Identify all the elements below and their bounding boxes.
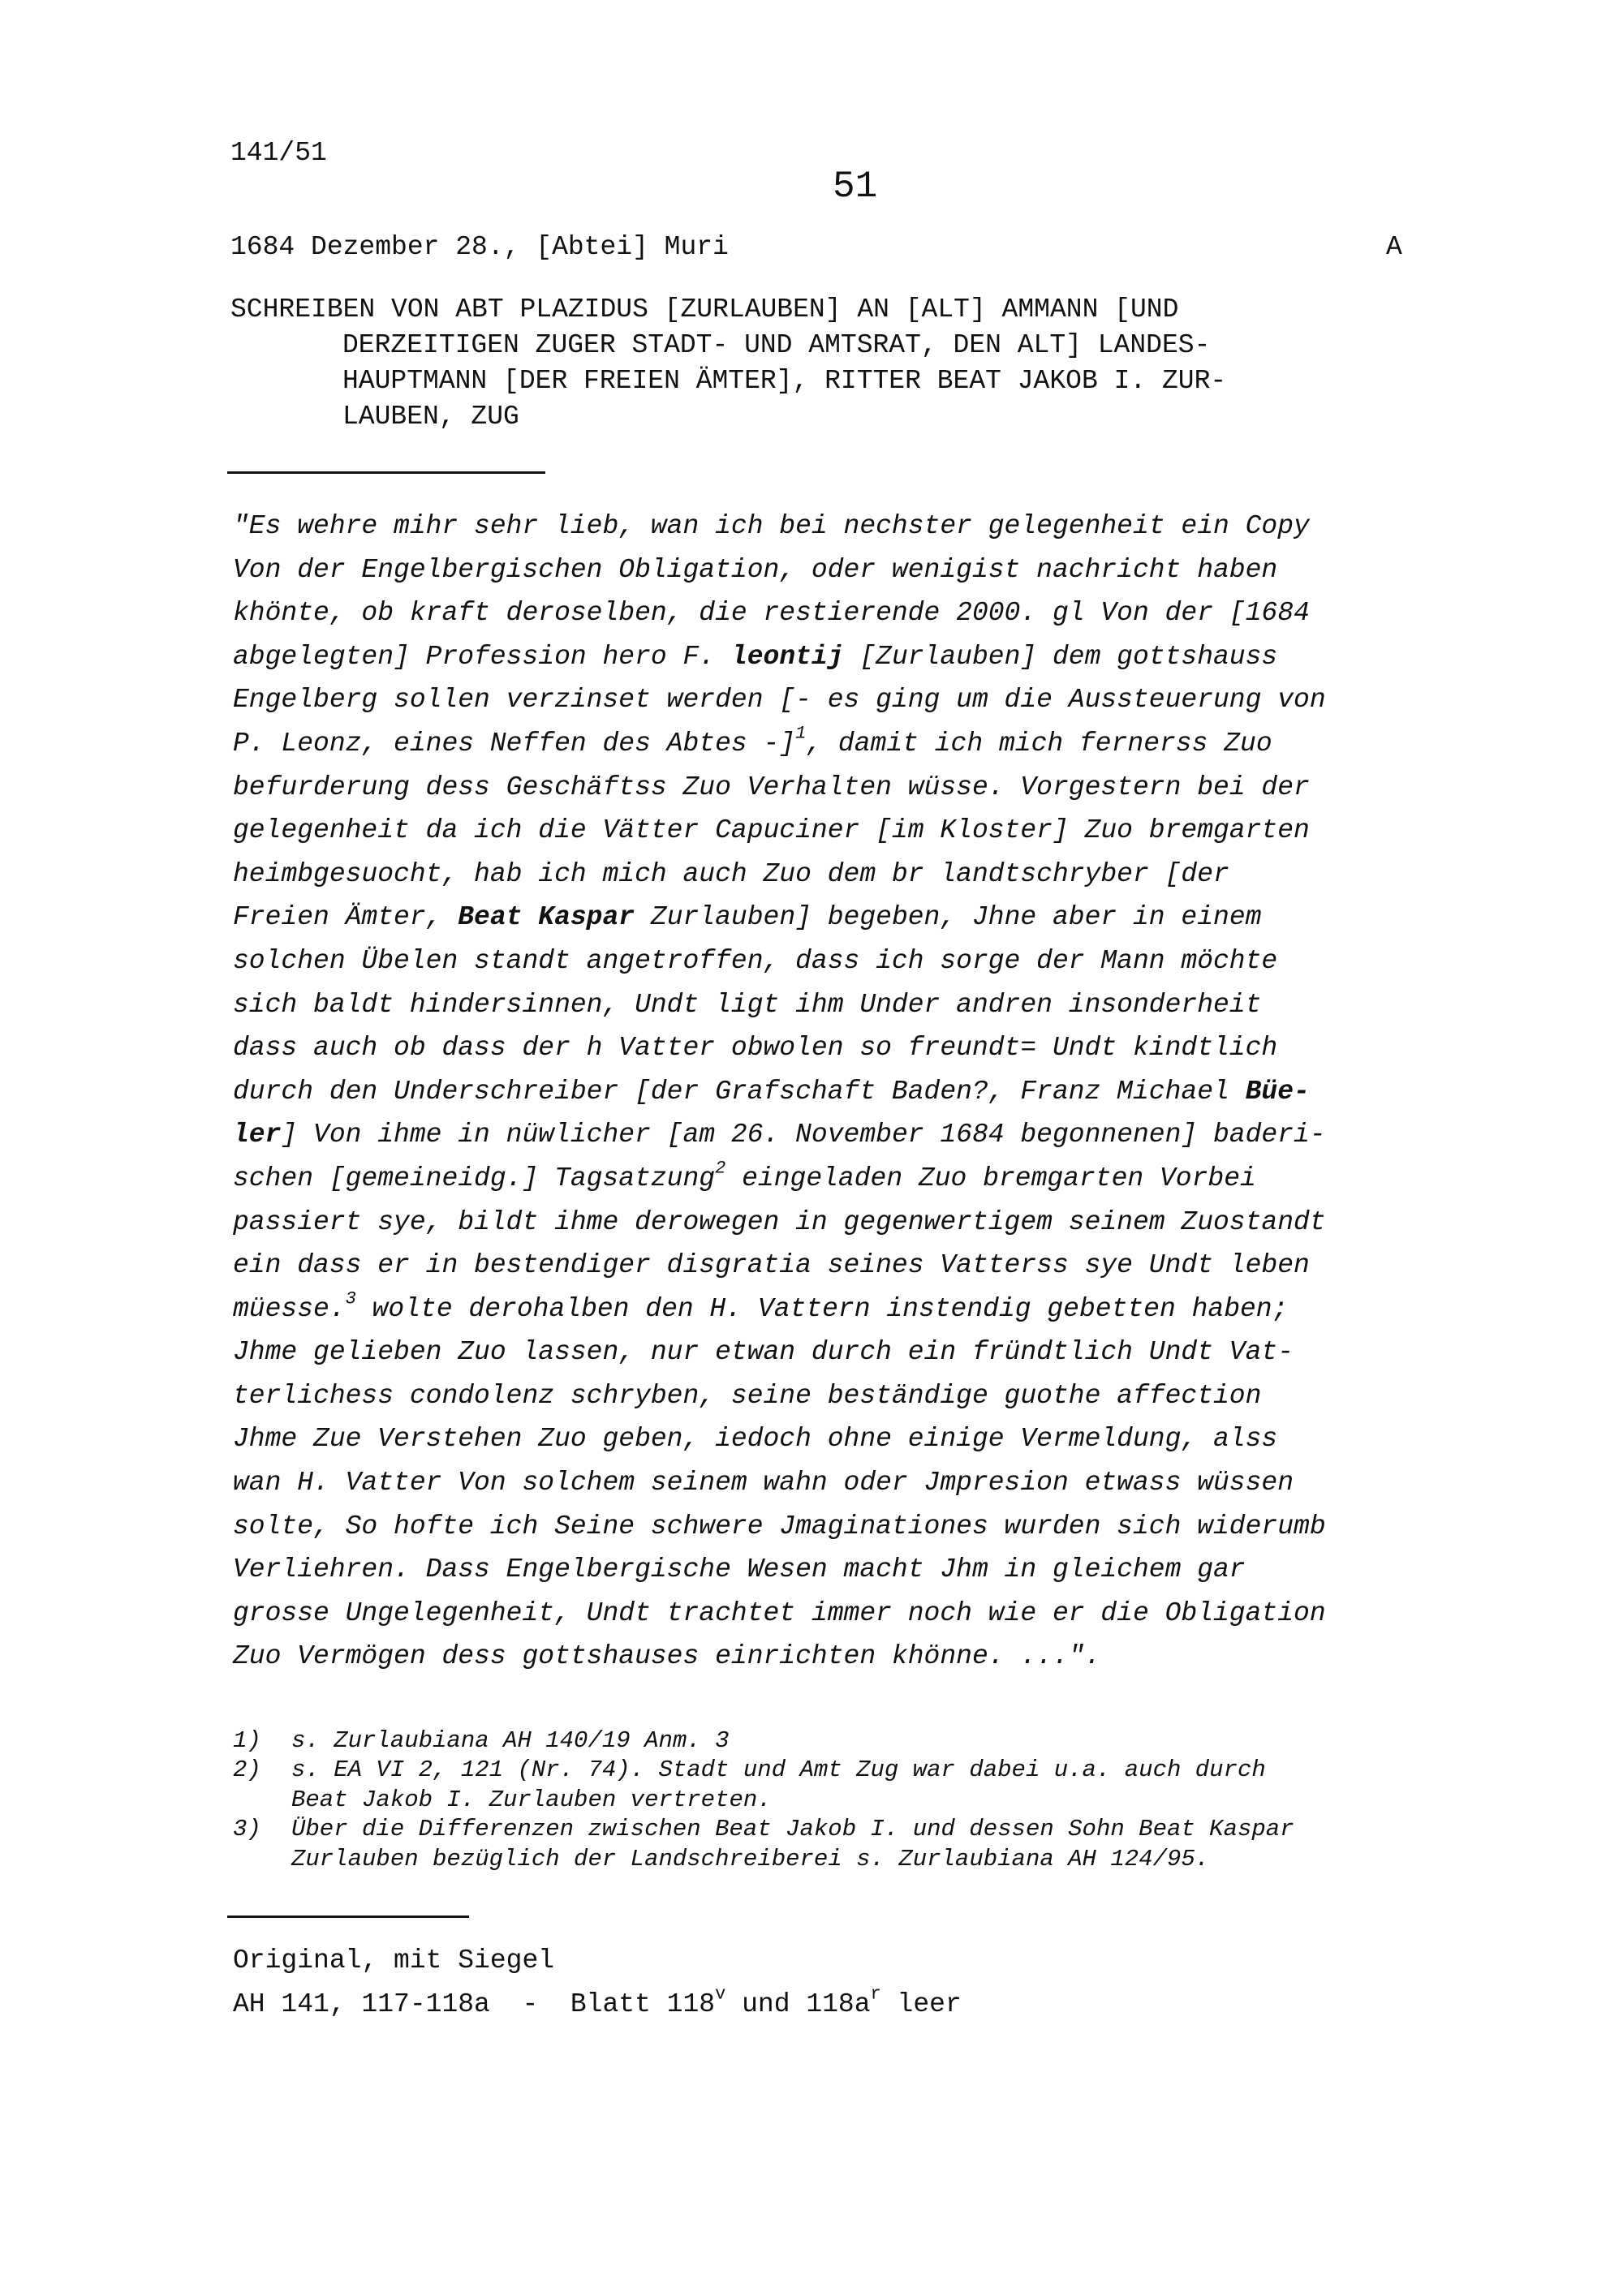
heading-line: SCHREIBEN VON ABT PLAZIDUS [ZURLAUBEN] AN [ALT] AMMANN [UND <box>230 295 1179 325</box>
quote-line: Engelberg sollen verzinset werden [- es ging um die Aussteuerung von <box>233 685 1326 716</box>
footnote-text: Über die Differenzen zwischen Beat Jakob I. und dessen Sohn Beat Kaspar <box>291 1816 1294 1843</box>
footnote-number: 2) <box>233 1756 261 1784</box>
footnote-marker: 1 <box>795 723 807 744</box>
footnote-1 <box>233 1726 1474 1756</box>
quote-text: schen [gemeineidg.] Tagsatzung <box>233 1163 716 1193</box>
quote-text: eingeladen Zuo bremgarten Vorbei <box>725 1163 1256 1193</box>
quote-line: wan H. Vatter Von solchem seinem wahn oder Jmpresion etwass wüssen <box>233 1468 1294 1498</box>
verso-marker: v <box>715 1984 726 2005</box>
quote-text: , damit ich mich fernerss Zuo <box>806 728 1272 759</box>
quote-line: dass auch ob dass der h Vatter obwolen so freundt= Undt kindtlich <box>233 1033 1278 1064</box>
source-text: und 118a <box>725 1989 871 2019</box>
quote-line: Jhme Zue Verstehen Zuo geben, iedoch ohne einige Vermeldung, alss <box>233 1424 1278 1455</box>
quote-line: Zuo Vermögen dess gottshauses einrichten khönne. ...". <box>233 1641 1101 1672</box>
footnote-2 <box>233 1756 1474 1785</box>
source-note <box>233 1939 962 2027</box>
quote-line: ein dass er in bestendiger disgratia seines Vatterss sye Undt leben <box>233 1250 1310 1281</box>
footnote-3-continued: Zurlauben bezüglich der Landschreiberei s. Zurlaubiana AH 124/95. <box>291 1845 1210 1872</box>
footnote-text: s. EA VI 2, 121 (Nr. 74). Stadt und Amt Zug war dabei u.a. auch durch <box>291 1756 1266 1784</box>
source-text: AH 141, 117-118a - Blatt 118 <box>233 1989 716 2019</box>
heading-line: LAUBEN, ZUG <box>342 402 519 432</box>
quote-line: "Es wehre mihr sehr lieb, wan ich bei nechster gelegenheit ein Copy <box>233 511 1310 541</box>
quote-text: Freien Ämter, <box>233 902 458 933</box>
letter-quote <box>233 505 1474 1679</box>
quote-text: P. Leonz, eines Neffen des Abtes -] <box>233 728 796 759</box>
date-place-line: 1684 Dezember 28., [Abtei] Muri <box>230 232 729 262</box>
quote-line: Von der Engelbergischen Obligation, oder wenigist nachricht haben <box>233 554 1278 585</box>
footnote-number: 1) <box>233 1727 261 1754</box>
document-heading <box>230 292 1448 435</box>
emphasized-name: leontij <box>730 641 844 672</box>
recto-marker: r <box>870 1984 881 2005</box>
heading-line: HAUPTMANN [DER FREIEN ÄMTER], RITTER BEAT JAKOB I. ZUR- <box>342 366 1227 396</box>
emphasized-name: Beat Kaspar <box>458 902 635 933</box>
heading-line: DERZEITIGEN ZUGER STADT- UND AMTSRAT, DEN ALT] LANDES- <box>342 330 1211 360</box>
quote-text: durch den Underschreiber [der Grafschaft Baden?, Franz Michael <box>233 1076 1246 1107</box>
quote-line: solchen Übelen standt angetroffen, dass ich sorge der Mann möchte <box>233 945 1278 976</box>
quote-line <box>233 1157 1474 1201</box>
quote-text: wolte derohalben den H. Vattern instendig gebetten haben; <box>355 1293 1289 1324</box>
page-number: 51 <box>833 166 878 208</box>
quote-line <box>233 1288 1474 1331</box>
footnote-marker: 3 <box>345 1288 356 1309</box>
quote-line <box>233 896 1474 939</box>
quote-text: [Zurlauben] dem gottshauss <box>843 641 1278 672</box>
quote-line: solte, So hofte ich Seine schwere Jmaginationes wurden sich widerumb <box>233 1511 1326 1541</box>
emphasized-name: Büe- <box>1245 1076 1310 1107</box>
quote-line: Jhme gelieben Zuo lassen, nur etwan durch ein fründtlich Undt Vat- <box>233 1337 1294 1368</box>
quote-line: befurderung dess Geschäftss Zuo Verhalten wüsse. Vorgestern bei der <box>233 772 1310 802</box>
footnote-marker: 2 <box>715 1158 726 1179</box>
source-archive-ref <box>233 1983 962 2027</box>
quote-line <box>233 1070 1474 1114</box>
quote-line: passiert sye, bildt ihme derowegen in gegenwertigem seinem Zuostandt <box>233 1206 1326 1237</box>
quote-line: gelegenheit da ich die Vätter Capuciner [im Kloster] Zuo bremgarten <box>233 815 1310 846</box>
quote-line: heimbgesuocht, hab ich mich auch Zuo dem br landtschryber [der <box>233 858 1229 889</box>
quote-line <box>233 722 1474 766</box>
quote-line <box>233 1113 1474 1157</box>
quote-line: sich baldt hindersinnen, Undt ligt ihm Under andren insonderheit <box>233 989 1262 1020</box>
quote-line: Verliehren. Dass Engelbergische Wesen macht Jhm in gleichem gar <box>233 1554 1246 1585</box>
footnote-3 <box>233 1815 1474 1844</box>
footnote-2-continued: Beat Jakob I. Zurlauben vertreten. <box>291 1786 772 1813</box>
heading-divider <box>227 471 545 474</box>
quote-text: Zurlauben] begeben, Jhne aber in einem <box>635 902 1262 933</box>
emphasized-name: ler <box>233 1120 282 1150</box>
footnotes <box>233 1726 1474 1874</box>
footnote-text: s. Zurlaubiana AH 140/19 Anm. 3 <box>291 1727 730 1754</box>
quote-text: müesse. <box>233 1293 346 1324</box>
classification-letter: A <box>1386 232 1402 262</box>
quote-line: khönte, ob kraft deroselben, die restierende 2000. gl Von der [1684 <box>233 598 1310 629</box>
quote-text: ] Von ihme in nüwlicher [am 26. November 1684 begonnenen] baderi- <box>281 1120 1326 1150</box>
source-divider <box>227 1915 469 1918</box>
footnote-number: 3) <box>233 1816 261 1843</box>
quote-line: terlichess condolenz schryben, seine beständige guothe affection <box>233 1380 1262 1411</box>
quote-text: abgelegten] Profession hero F. <box>233 641 731 672</box>
document-reference: 141/51 <box>230 138 327 168</box>
quote-line: grosse Ungelegenheit, Undt trachtet immer noch wie er die Obligation <box>233 1597 1326 1628</box>
source-text: leer <box>880 1989 962 2019</box>
quote-line <box>233 635 1474 679</box>
source-original: Original, mit Siegel <box>233 1946 555 1976</box>
